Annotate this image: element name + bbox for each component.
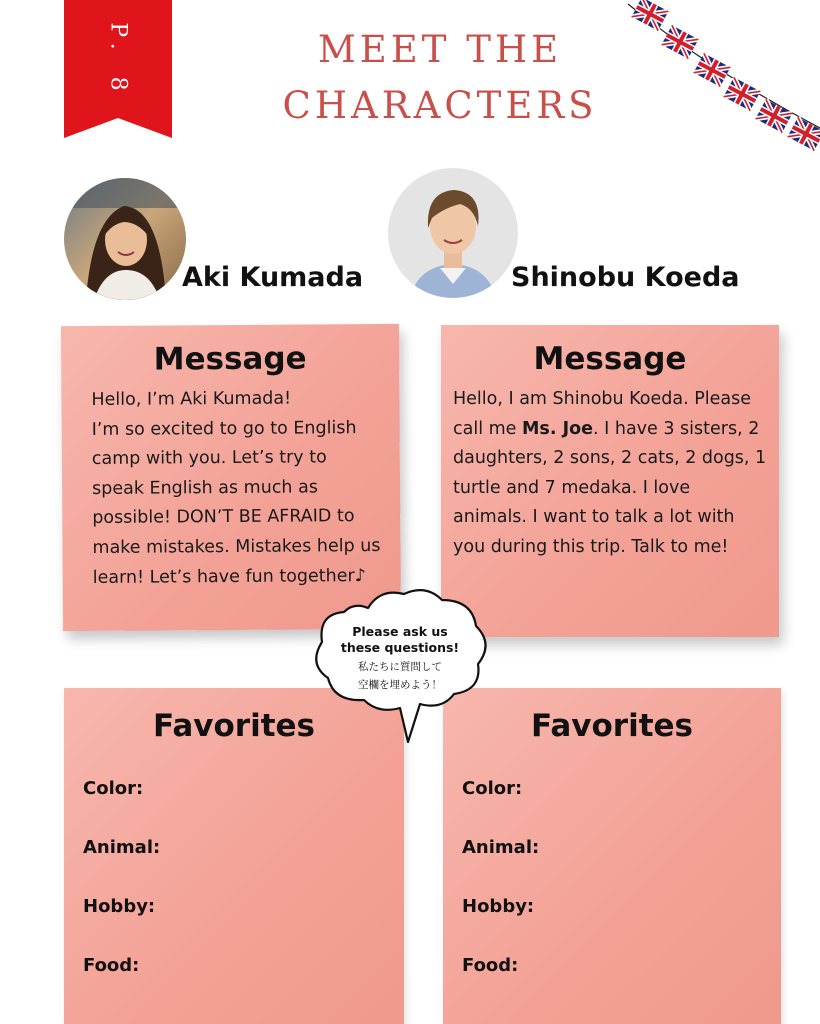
aki-message-line: speak English as much as xyxy=(92,477,318,499)
shinobu-favorites-heading: Favorites xyxy=(531,708,693,744)
shinobu-message-part: . I have 3 sisters, 2 daughters, 2 sons, 2 cats, 2 dogs, 1 turtle and 7 medaka. I love animals. I want to talk a lot with you during this trip. Talk to me! xyxy=(453,418,767,557)
aki-message-line: possible! DON’T BE AFRAID to xyxy=(92,506,355,529)
aki-favorites-heading: Favorites xyxy=(153,708,315,744)
page-title xyxy=(230,22,650,134)
aki-message-line: camp with you. Let’s try to xyxy=(91,447,327,470)
shinobu-avatar xyxy=(388,168,518,298)
shinobu-message-part: Hello, I am Shinobu Koeda. Please call me xyxy=(453,389,751,439)
favorite-food-label: Food: xyxy=(83,955,140,976)
shinobu-message-text xyxy=(441,379,779,563)
flag-6 xyxy=(788,117,820,151)
bubble-english-line-1: Please ask us xyxy=(352,624,448,639)
aki-message-line: I’m so excited to go to English xyxy=(91,417,357,440)
flag-1 xyxy=(632,0,669,31)
aki-name: Aki Kumada xyxy=(182,262,364,293)
page-number: P. 8 xyxy=(105,21,131,101)
shinobu-nickname: Ms. Joe xyxy=(522,418,593,439)
flag-2 xyxy=(662,25,699,59)
flag-5 xyxy=(756,99,793,133)
shinobu-favorites-list xyxy=(443,778,781,1014)
favorite-hobby-label: Hobby: xyxy=(83,896,156,917)
favorite-color-label: Color: xyxy=(462,778,523,799)
aki-avatar xyxy=(64,178,186,300)
aki-message-line: Hello, I’m Aki Kumada! xyxy=(91,388,292,410)
title-line-1: MEET THE xyxy=(317,28,563,71)
favorite-animal-label: Animal: xyxy=(83,837,161,858)
aki-message-heading: Message xyxy=(153,340,307,378)
flag-4 xyxy=(724,77,761,111)
aki-message-line: make mistakes. Mistakes help us xyxy=(92,535,381,558)
shinobu-favorites-note xyxy=(443,688,781,1024)
favorite-hobby-label: Hobby: xyxy=(462,896,535,917)
shinobu-name: Shinobu Koeda xyxy=(511,262,740,293)
bubble-english-line-2: these questions! xyxy=(340,640,460,655)
union-jack-bunting xyxy=(620,0,820,165)
shinobu-message-heading: Message xyxy=(533,341,687,377)
favorite-food-label: Food: xyxy=(462,955,519,976)
favorite-animal-label: Animal: xyxy=(462,837,540,858)
bubble-japanese-line-1: 私たちに質問して xyxy=(358,661,442,673)
aki-favorites-list xyxy=(64,778,404,1014)
speech-bubble xyxy=(308,584,492,744)
aki-message-text xyxy=(61,378,400,594)
page-ribbon xyxy=(64,0,172,138)
bubble-japanese-line-2: 空欄を埋めよう！ xyxy=(358,679,442,691)
favorite-color-label: Color: xyxy=(83,778,144,799)
aki-message-line: learn! Let’s have fun together♪ xyxy=(92,565,366,588)
flag-3 xyxy=(694,53,731,87)
title-line-2: CHARACTERS xyxy=(282,84,598,127)
